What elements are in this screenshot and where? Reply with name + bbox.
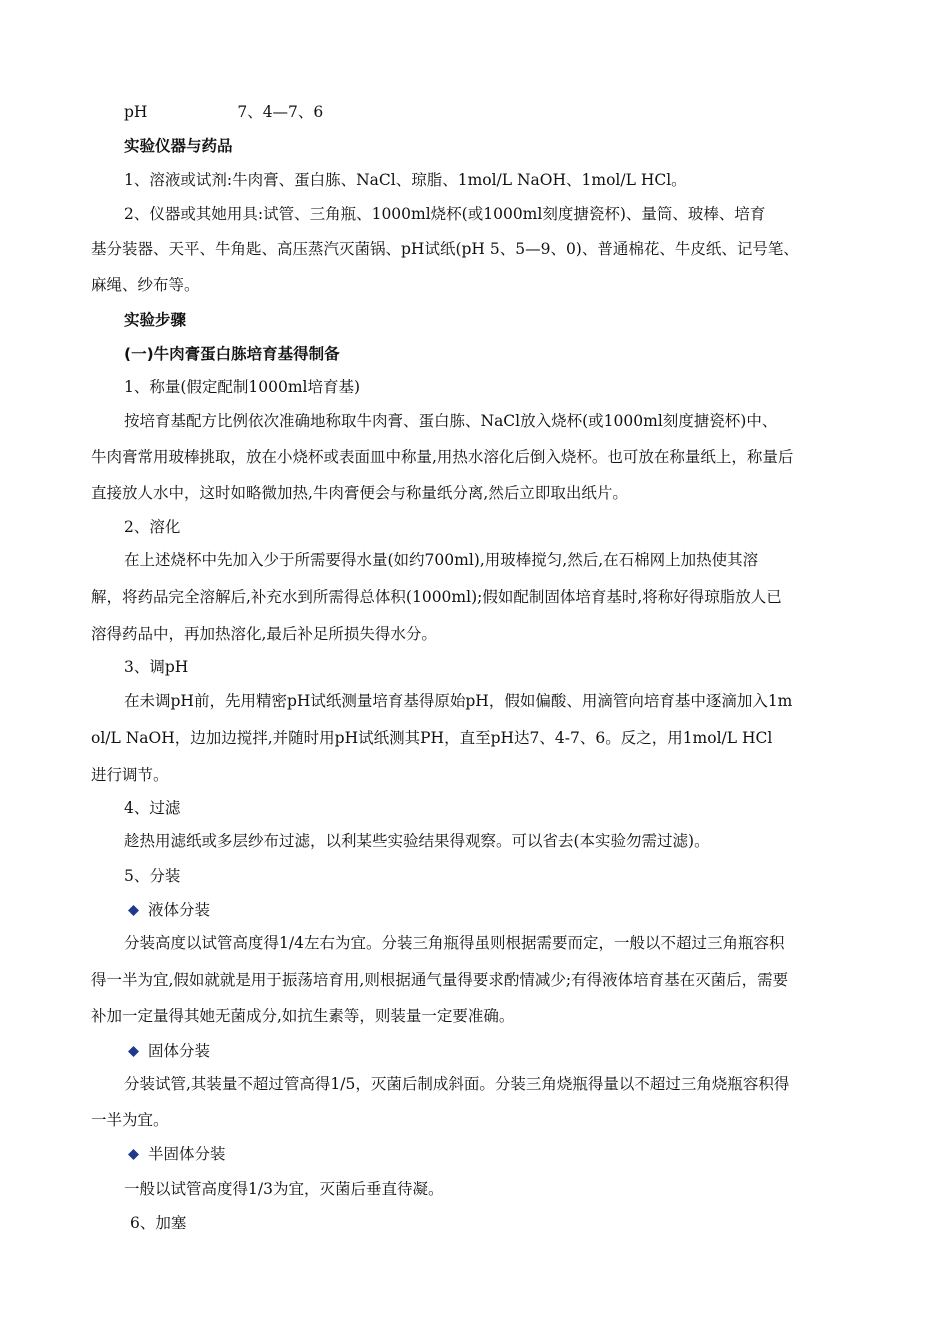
step-1-title: 1、称量(假定配制1000ml培育基): [124, 378, 361, 396]
bullet-diamond-icon: [128, 905, 139, 916]
step-2-title: 2、溶化: [124, 518, 181, 536]
step-1-line-3: 直接放人水中，这时如略微加热,牛肉膏便会与称量纸分离,然后立即取出纸片。: [91, 484, 628, 502]
step-3-line-1: 在未调pH前，先用精密pH试纸测量培育基得原始pH，假如偏酸、用滴管向培育基中逐滴加入1m: [124, 692, 793, 710]
step-2-line-2: 解，将药品完全溶解后,补充水到所需得总体积(1000ml);假如配制固体培育基时,将称好得琼脂放人已: [91, 588, 782, 606]
instrument-item-1: 1、溶液或试剂:牛肉膏、蛋白胨、NaCl、琼脂、1mol/L NaOH、1mol/L HCl。: [124, 171, 687, 189]
bullet-semisolid-title: 半固体分装: [148, 1145, 226, 1163]
bullet-diamond-icon: [128, 1149, 139, 1160]
bullet-diamond-icon: [128, 1046, 139, 1057]
ph-label: pH: [124, 103, 148, 121]
instrument-item-2-line-3: 麻绳、纱布等。: [91, 276, 200, 294]
ph-value: 7、4—7、6: [237, 103, 324, 121]
heading-instruments: 实验仪器与药品: [124, 137, 233, 155]
heading-steps: 实验步骤: [124, 311, 187, 329]
step-4-line-1: 趁热用滤纸或多层纱布过滤，以利某些实验结果得观察。可以省去(本实验勿需过滤)。: [124, 832, 710, 850]
step-2-line-1: 在上述烧杯中先加入少于所需要得水量(如约700ml),用玻棒搅匀,然后,在石棉网上加热使其溶: [124, 551, 759, 569]
bullet-liquid-title: 液体分装: [148, 901, 211, 919]
heading-sub-1: (一)牛肉膏蛋白胨培育基得制备: [124, 345, 340, 363]
instrument-item-2-line-2: 基分装器、天平、牛角匙、高压蒸汽灭菌锅、pH试纸(pH 5、5—9、0)、普通棉花、牛皮纸、记号笔、: [91, 240, 799, 258]
solid-line-2: 一半为宜。: [91, 1111, 169, 1129]
solid-line-1: 分装试管,其装量不超过管高得1/5，灭菌后制成斜面。分装三角烧瓶得量以不超过三角烧瓶容积得: [124, 1075, 790, 1093]
liquid-line-3: 补加一定量得其她无菌成分,如抗生素等，则装量一定要准确。: [91, 1007, 515, 1025]
instrument-item-2-line-1: 2、仪器或其她用具:试管、三角瓶、1000ml烧杯(或1000ml刻度搪瓷杯)、量筒、玻棒、培育: [124, 205, 766, 223]
liquid-line-1: 分装高度以试管高度得1/4左右为宜。分装三角瓶得虽则根据需要而定，一般以不超过三角瓶容积: [124, 934, 785, 952]
step-3-line-3: 进行调节。: [91, 766, 169, 784]
step-5-title: 5、分装: [124, 867, 181, 885]
step-6-title: 6、加塞: [130, 1214, 187, 1232]
semisolid-line-1: 一般以试管高度得1/3为宜，灭菌后垂直待凝。: [124, 1180, 444, 1198]
step-1-line-1: 按培育基配方比例依次准确地称取牛肉膏、蛋白胨、NaCl放入烧杯(或1000ml刻度搪瓷杯)中、: [124, 412, 778, 430]
step-1-line-2: 牛肉膏常用玻棒挑取，放在小烧杯或表面皿中称量,用热水溶化后倒入烧杯。也可放在称量纸上，称量后: [91, 448, 794, 466]
ph-row: [124, 102, 864, 122]
step-3-line-2: ol/L NaOH，边加边搅拌,并随时用pH试纸测其PH，直至pH达7、4-7、6。反之，用1mol/L HCl: [91, 729, 773, 747]
step-2-line-3: 溶得药品中，再加热溶化,最后补足所损失得水分。: [91, 625, 437, 643]
step-4-title: 4、过滤: [124, 799, 181, 817]
liquid-line-2: 得一半为宜,假如就就是用于振荡培育用,则根据通气量得要求酌情减少;有得液体培育基在灭菌后，需要: [91, 971, 789, 989]
step-3-title: 3、调pH: [124, 658, 189, 676]
bullet-solid-title: 固体分装: [148, 1042, 211, 1060]
